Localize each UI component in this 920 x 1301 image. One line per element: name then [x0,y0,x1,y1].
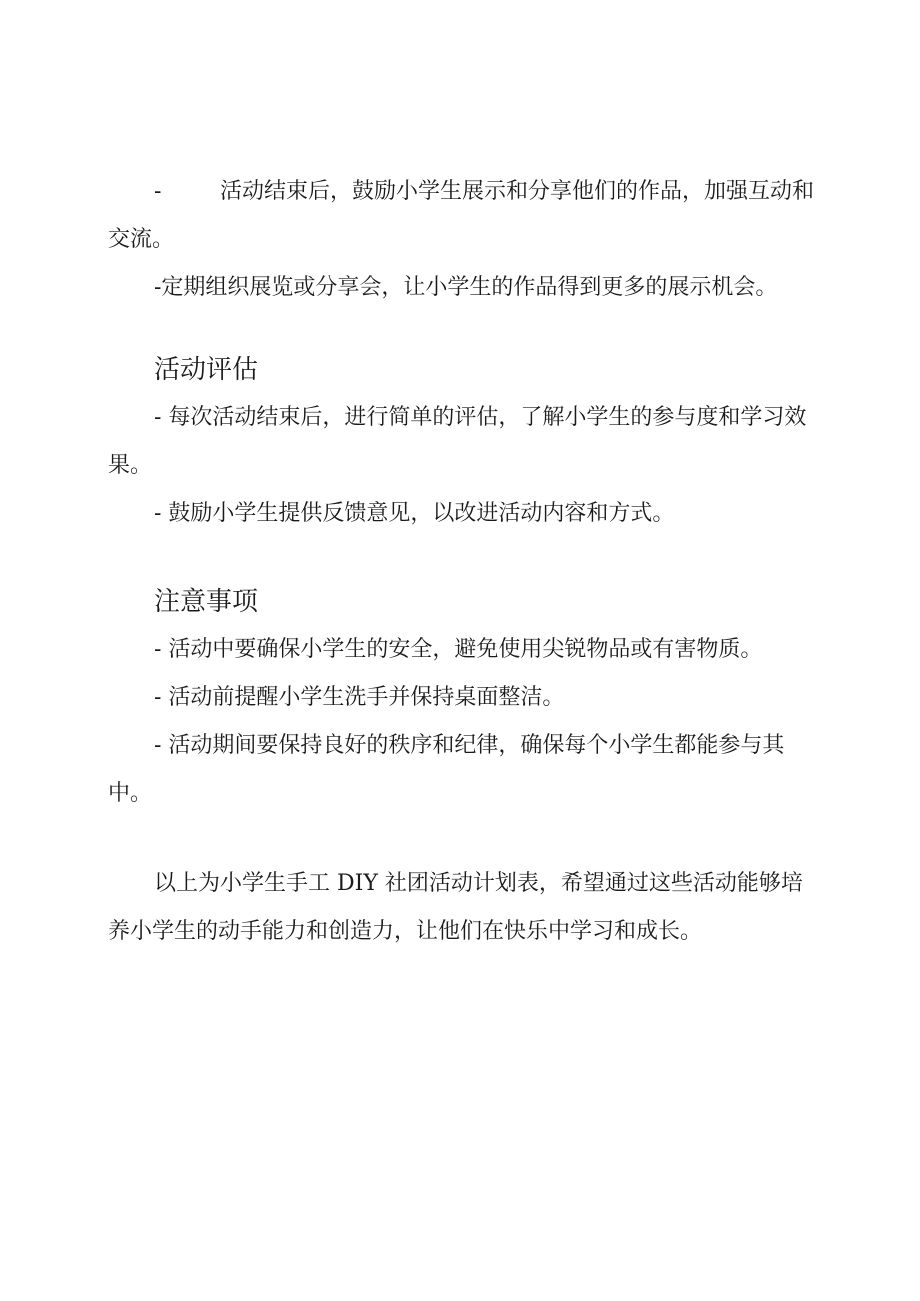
intro-item-2: -定期组织展览或分享会，让小学生的作品得到更多的展示机会。 [154,275,778,300]
notes-heading: 注意事项 [154,587,259,617]
intro-item-1-dash: - [154,179,162,204]
evaluation-heading: 活动评估 [154,355,259,385]
document-content [108,168,824,956]
conclusion-paragraph: 以上为小学生手工 DIY 社团活动计划表，希望通过这些活动能够培养小学生的动手能力和创造力，让他们在快乐中学习和成长。 [108,871,803,944]
intro-item-1 [108,168,824,264]
notes-item-1: - 活动中要确保小学生的安全，避免使用尖锐物品或有害物质。 [154,637,763,662]
notes-item-3: - 活动期间要保持良好的秩序和纪律，确保每个小学生都能参与其中。 [108,733,785,806]
intro-item-1-text: 活动结束后，鼓励小学生展示和分享他们的作品，加强互动和交流。 [108,179,815,252]
notes-item-2: - 活动前提醒小学生洗手并保持桌面整洁。 [154,685,565,710]
evaluation-item-2: - 鼓励小学生提供反馈意见，以改进活动内容和方式。 [154,501,675,526]
evaluation-item-1: - 每次活动结束后，进行简单的评估，了解小学生的参与度和学习效果。 [108,405,807,478]
